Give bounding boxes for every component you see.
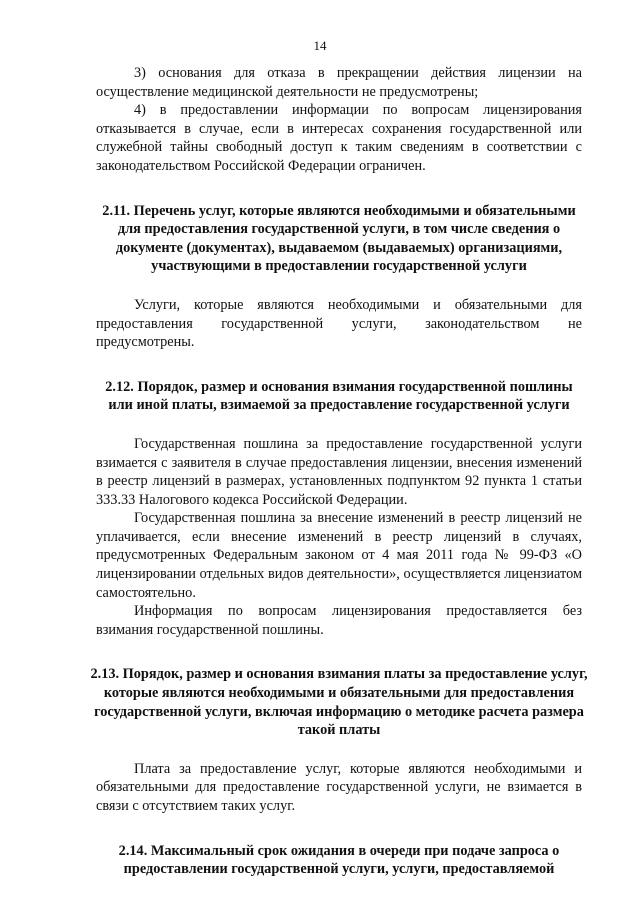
section-2-12-paragraph-1: Государственная пошлина за предоставление государственной услуги взимается с заявителя в случае предоставления лицензии, внесения изменений в реестр лицензий в размерах, установленных подпунктом 92 пункта 1 статьи 333.33 Налогового кодекса Российской Федерации. — [96, 435, 582, 508]
section-heading-2-12: 2.12. Порядок, размер и основания взимания государственной пошлины или иной платы, взимаемой за предоставление государственной услуги — [105, 378, 573, 414]
section-2-11-paragraph: Услуги, которые являются необходимыми и обязательными для предоставления государственной услуги, законодательством не предусмотрены. — [96, 296, 582, 351]
section-heading-2-13: 2.13. Порядок, размер и основания взимания платы за предоставление услуг, которые являются необходимыми и обязательными для предоставления государственной услуги, включая информацию о методике расчета размера такой платы — [90, 666, 588, 739]
section-heading-2-11: 2.11. Перечень услуг, которые являются необходимыми и обязательными для предоставления государственной услуги, в том числе сведения о документе (документах), выдаваемом (выдаваемых) организациями, участвующими в предоставлении государственной услуги — [102, 202, 576, 275]
section-2-12-paragraph-3: Информация по вопросам лицензирования предоставляется без взимания государственной пошлины. — [96, 603, 582, 638]
section-2-12-paragraph-2: Государственная пошлина за внесение изменений в реестр лицензий не уплачивается, если внесение изменений в реестр лицензий в случаях, предусмотренных Федеральным законом от 4 мая 2011 года № 99-ФЗ «О лицензировании отдельных видов деятельности», осуществляется лицензиатом самостоятельно. — [96, 510, 582, 601]
list-item-3: 3) основания для отказа в прекращении действия лицензии на осуществление медицинской деятельности не предусмотрены; — [96, 65, 582, 100]
section-2-13-paragraph: Плата за предоставление услуг, которые являются необходимыми и обязательными для предоставление государственной услуги, не взимается в связи с отсутствием таких услуг. — [96, 760, 582, 814]
list-item-4: 4) в предоставлении информации по вопросам лицензирования отказывается в случае, если в интересах сохранения государственной или служебной тайны свободный доступ к таким сведениям в соответствии с законодательством Российской Федерации ограничен. — [96, 102, 582, 174]
page-number: 14 — [313, 38, 327, 53]
document-body — [90, 64, 588, 899]
section-heading-2-14: 2.14. Максимальный срок ожидания в очереди при подаче запроса о предоставлении государственной услуги, услуги, предоставляемой — [118, 842, 560, 878]
